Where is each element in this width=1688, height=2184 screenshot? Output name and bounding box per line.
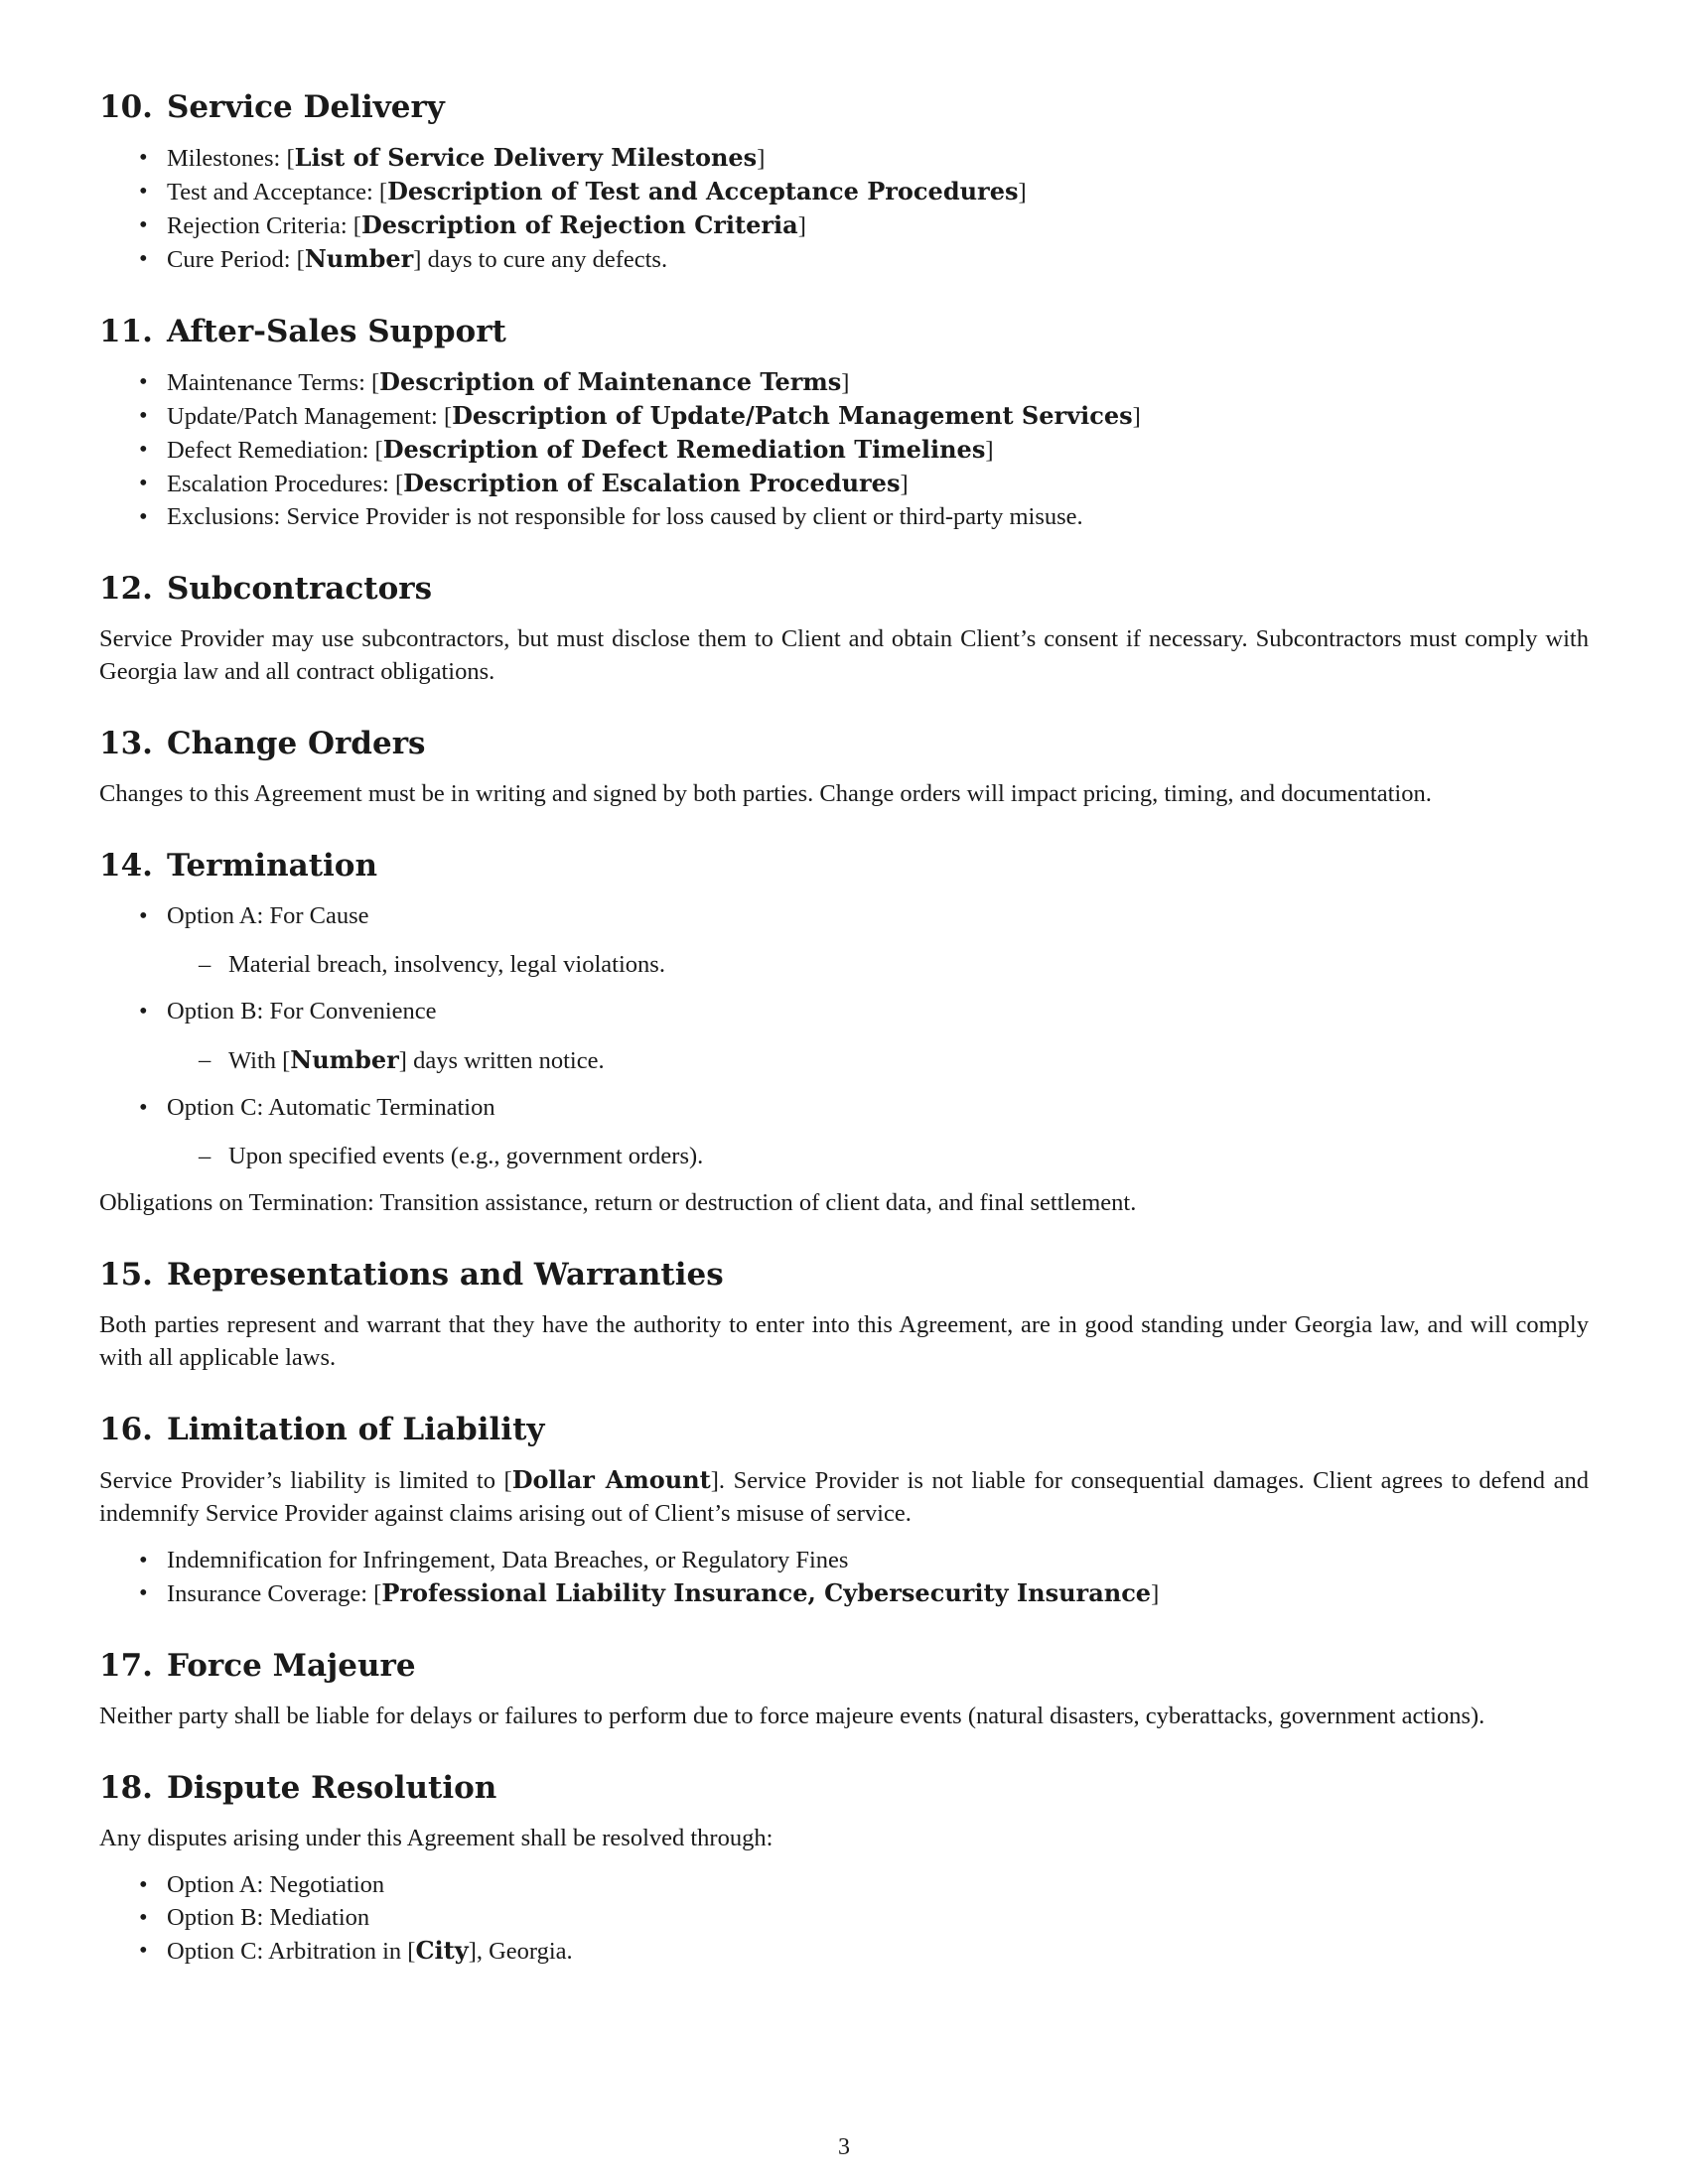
section-limitation-of-liability <box>99 1410 1589 1610</box>
section-title: Dispute Resolution <box>166 1770 497 1806</box>
section-title: Termination <box>166 848 378 884</box>
section-heading <box>99 569 1589 609</box>
list-item: • Option A: Negotiation <box>167 1868 1589 1901</box>
section-heading <box>99 312 1589 351</box>
section-representations-warranties <box>99 1255 1589 1374</box>
section-body: Service Provider’s liability is limited to [Dollar Amount]. Service Provider is not liable for consequential damages. Client agrees to defend and indemnify Service Provider against claims arising out of Client’s misuse of service. <box>99 1465 1589 1527</box>
termination-obligations: Obligations on Termination: Transition assistance, return or destruction of client data, and final settlement. <box>99 1189 1137 1216</box>
section-heading <box>99 846 1589 886</box>
bullet-list <box>99 365 1589 533</box>
page-number: 3 <box>838 2134 850 2160</box>
list-item: • Option A: For Cause – Material breach, insolvency, legal violations. <box>167 899 1589 981</box>
list-item: • Cure Period: [Number] days to cure any defects. <box>167 242 1589 276</box>
list-item: • Exclusions: Service Provider is not responsible for loss caused by client or third-party misuse. <box>167 500 1589 533</box>
section-heading <box>99 1768 1589 1808</box>
list-item: • Defect Remediation: [Description of Defect Remediation Timelines] <box>167 433 1589 467</box>
section-title: Subcontractors <box>166 571 433 607</box>
section-dispute-resolution <box>99 1768 1589 1968</box>
sub-list <box>167 1043 1589 1077</box>
document-page <box>99 87 1589 2003</box>
sub-list-item: – Material breach, insolvency, legal violations. <box>228 948 1589 981</box>
section-service-delivery <box>99 87 1589 276</box>
list-item: • Maintenance Terms: [Description of Maintenance Terms] <box>167 365 1589 399</box>
section-heading <box>99 724 1589 763</box>
list-item: • Option C: Arbitration in [City], Georgia. <box>167 1934 1589 1968</box>
section-title: Force Majeure <box>166 1648 416 1684</box>
section-heading <box>99 1255 1589 1295</box>
bullet-list <box>99 1544 1589 1610</box>
section-number: 18. <box>99 1770 153 1806</box>
sub-list-item: – With [Number] days written notice. <box>228 1043 1589 1077</box>
list-item: • Test and Acceptance: [Description of Test and Acceptance Procedures] <box>167 175 1589 208</box>
list-item: • Option B: For Convenience – With [Number] days written notice. <box>167 995 1589 1077</box>
bullet-list <box>99 899 1589 1172</box>
section-title: Representations and Warranties <box>166 1257 724 1293</box>
sub-list-item: – Upon specified events (e.g., government orders). <box>228 1140 1589 1172</box>
list-item: • Option B: Mediation <box>167 1901 1589 1934</box>
section-body: Any disputes arising under this Agreement shall be resolved through: <box>99 1825 774 1851</box>
section-termination <box>99 846 1589 1219</box>
section-heading <box>99 1646 1589 1686</box>
list-item: • Milestones: [List of Service Delivery Milestones] <box>167 141 1589 175</box>
section-number: 12. <box>99 571 153 607</box>
list-item: • Rejection Criteria: [Description of Rejection Criteria] <box>167 208 1589 242</box>
list-item: • Insurance Coverage: [Professional Liability Insurance, Cybersecurity Insurance] <box>167 1576 1589 1610</box>
section-title: Limitation of Liability <box>166 1412 545 1447</box>
bullet-list <box>99 141 1589 276</box>
sub-list <box>167 948 1589 981</box>
section-body: Changes to this Agreement must be in writing and signed by both parties. Change orders will impact pricing, timing, and documentation. <box>99 780 1432 807</box>
sub-list <box>167 1140 1589 1172</box>
section-body: Service Provider may use subcontractors, but must disclose them to Client and obtain Client’s consent if necessary. Subcontractors must comply with Georgia law and all contract obligations. <box>99 625 1589 685</box>
section-number: 11. <box>99 314 153 349</box>
section-title: Service Delivery <box>166 89 445 125</box>
list-item: • Update/Patch Management: [Description of Update/Patch Management Services] <box>167 399 1589 433</box>
section-title: Change Orders <box>166 726 426 761</box>
section-number: 16. <box>99 1412 153 1447</box>
section-body: Both parties represent and warrant that they have the authority to enter into this Agreement, are in good standing under Georgia law, and will comply with all applicable laws. <box>99 1311 1589 1371</box>
section-force-majeure <box>99 1646 1589 1732</box>
section-number: 17. <box>99 1648 153 1684</box>
section-number: 13. <box>99 726 153 761</box>
section-heading <box>99 87 1589 127</box>
section-title: After-Sales Support <box>166 314 506 349</box>
section-after-sales-support <box>99 312 1589 533</box>
section-change-orders <box>99 724 1589 810</box>
list-item: • Escalation Procedures: [Description of Escalation Procedures] <box>167 467 1589 500</box>
section-number: 10. <box>99 89 153 125</box>
bullet-list <box>99 1868 1589 1968</box>
section-number: 15. <box>99 1257 153 1293</box>
list-item: • Option C: Automatic Termination – Upon specified events (e.g., government orders). <box>167 1091 1589 1172</box>
section-subcontractors <box>99 569 1589 688</box>
section-heading <box>99 1410 1589 1449</box>
section-number: 14. <box>99 848 153 884</box>
section-body: Neither party shall be liable for delays or failures to perform due to force majeure events (natural disasters, cyberattacks, government actions). <box>99 1703 1485 1729</box>
list-item: • Indemnification for Infringement, Data Breaches, or Regulatory Fines <box>167 1544 1589 1576</box>
